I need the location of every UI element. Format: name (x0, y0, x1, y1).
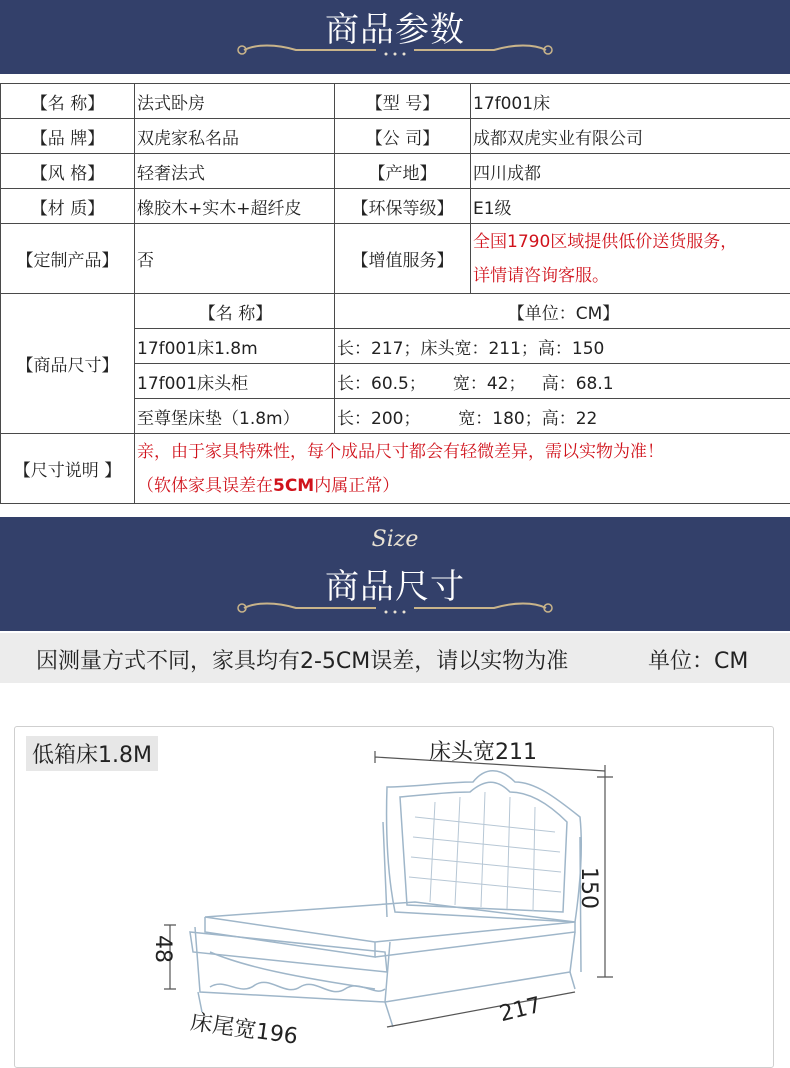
label-model: 【型 号】 (335, 84, 471, 119)
dim-foot-width: 床尾宽196 (189, 1005, 300, 1051)
label-material: 【材 质】 (1, 189, 135, 224)
service-line-1: 全国1790区域提供低价送货服务， (473, 225, 790, 259)
label-size-note: 【尺寸说明 】 (1, 434, 135, 504)
size-item-name: 17f001床头柜 (135, 364, 335, 399)
table-row (1, 119, 790, 154)
table-row (1, 189, 790, 224)
label-style: 【风 格】 (1, 154, 135, 189)
ornament-divider-icon (236, 42, 554, 58)
size-header-unit: 【单位：CM】 (335, 294, 790, 329)
table-row (1, 84, 790, 119)
service-line-2: 详情请咨询客服。 (473, 259, 790, 293)
value-eco-grade: E1级 (471, 189, 790, 224)
size-item-dims: 长：200； 宽：180；高：22 (335, 399, 790, 434)
script-size-word: Size (0, 527, 790, 552)
dim-length: 217 (497, 993, 544, 1027)
diagram-label: 低箱床1.8M (26, 736, 158, 771)
value-brand: 双虎家私名品 (135, 119, 335, 154)
table-row (1, 154, 790, 189)
note-line-1: 亲，由于家具特殊性，每个成品尺寸都会有轻微差异，需以实物为准！ (137, 435, 790, 469)
measurement-notice (0, 633, 790, 683)
ornament-divider-icon (236, 600, 554, 616)
notice-unit: 单位：CM (648, 644, 748, 675)
size-header-name: 【名 称】 (135, 294, 335, 329)
value-name: 法式卧房 (135, 84, 335, 119)
table-row (1, 224, 790, 294)
value-origin: 四川成都 (471, 154, 790, 189)
label-eco-grade: 【环保等级】 (335, 189, 471, 224)
value-custom: 否 (135, 224, 335, 294)
note-line-2: （软体家具误差在5CM内属正常） (137, 469, 790, 503)
value-style: 轻奢法式 (135, 154, 335, 189)
params-table (0, 83, 790, 504)
table-row (1, 434, 790, 504)
value-company: 成都双虎实业有限公司 (471, 119, 790, 154)
value-size-note (135, 434, 790, 504)
bed-drawing-icon (15, 727, 773, 1057)
bed-dimension-diagram (14, 726, 774, 1068)
label-custom: 【定制产品】 (1, 224, 135, 294)
label-name: 【名 称】 (1, 84, 135, 119)
dim-height: 150 (576, 867, 601, 909)
notice-text: 因测量方式不同，家具均有2-5CM误差，请以实物为准 (36, 644, 568, 675)
label-size: 【商品尺寸】 (1, 294, 135, 434)
label-brand: 【品 牌】 (1, 119, 135, 154)
size-item-name: 17f001床1.8m (135, 329, 335, 364)
label-company: 【公 司】 (335, 119, 471, 154)
dim-side-height: 48 (150, 935, 175, 963)
section-title-params: 商品参数 (0, 2, 790, 51)
label-service: 【增值服务】 (335, 224, 471, 294)
value-material: 橡胶木+实木+超纤皮 (135, 189, 335, 224)
label-origin: 【产地】 (335, 154, 471, 189)
value-model: 17f001床 (471, 84, 790, 119)
value-service (471, 224, 790, 294)
size-item-name: 至尊堡床垫（1.8m） (135, 399, 335, 434)
dim-headboard-width: 床头宽211 (429, 735, 537, 766)
size-item-dims: 长：60.5； 宽：42； 高：68.1 (335, 364, 790, 399)
table-row (1, 294, 790, 329)
section-title-size: 商品尺寸 (0, 559, 790, 608)
header-banner (0, 0, 790, 74)
size-item-dims: 长：217；床头宽：211；高：150 (335, 329, 790, 364)
